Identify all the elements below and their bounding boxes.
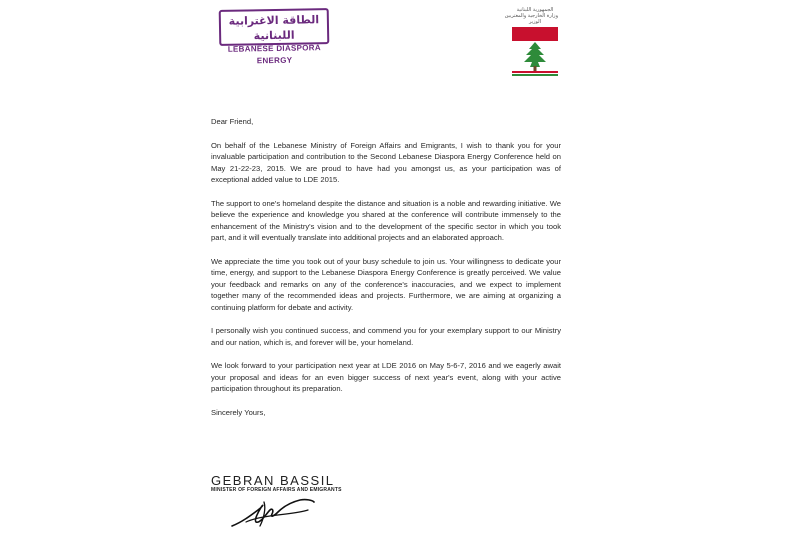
signatory-name: GEBRAN BASSIL — [211, 473, 335, 488]
lde-logo-arabic: الطاقة الاغترابية اللبنانية — [228, 13, 320, 43]
lde-logo — [219, 8, 330, 66]
lde-logo-english: LEBANESE DIASPORA ENERGY — [227, 43, 322, 66]
emblem-arabic-line1: الجمهورية اللبنانية — [516, 7, 554, 13]
lebanese-emblem — [504, 7, 558, 85]
handwritten-signature — [228, 492, 318, 532]
paragraph-3: We appreciate the time you took out of your busy schedule to join us. Your willingness to dedicate your time, energy, and support to the Lebanese Diaspora Energy Conference is greatly perceived. We value your feedback and remarks on any of the conference's inaccuracies, and we expect to implement together many of the recommended ideas and projects. Furthermore, we are aiming at organizing a continuing platform for debate and activity. — [211, 256, 561, 312]
salutation: Dear Friend, — [211, 117, 254, 126]
paragraph-4: I personally wish you continued success, and commend you for your exemplary support to our Ministry and our nation, which is, and forever will be, your homeland. — [211, 326, 561, 347]
letter-body — [211, 116, 561, 432]
paragraph-1: On behalf of the Lebanese Ministry of Foreign Affairs and Emigrants, I wish to thank you for your invaluable participation and contribution to the Second Lebanese Diaspora Energy Conference held on May 21-22-23, 2015. We are proud to have had you amongst us, as your participation was of exceptional added value to LDE 2015. — [211, 140, 561, 184]
closing: Sincerely Yours, — [211, 407, 266, 417]
emblem-arabic-line2: وزارة الخارجية والمغتربين — [504, 13, 558, 19]
emblem-arabic-line3: الوزير — [528, 19, 542, 25]
paragraph-2: The support to one's homeland despite the distance and situation is a noble and rewarding initiative. We believe the experience and knowledge you shared at the conference will contribute immensely to the enhancement of the Ministry's vision and to the development of the specific sector in which you took part, and it will eventually translate into additional projects and an elaborated approach. — [211, 198, 561, 242]
signatory-title: MINISTER OF FOREIGN AFFAIRS AND EMIGRANTS — [211, 487, 342, 493]
paragraph-5: We look forward to your participation next year at LDE 2016 on May 5-6-7, 2016 and we eagerly await your proposal and ideas for an even bigger success of next year's event, along with your active participation throughout its preparation. — [211, 361, 561, 393]
cedar-flag-icon — [512, 27, 558, 85]
